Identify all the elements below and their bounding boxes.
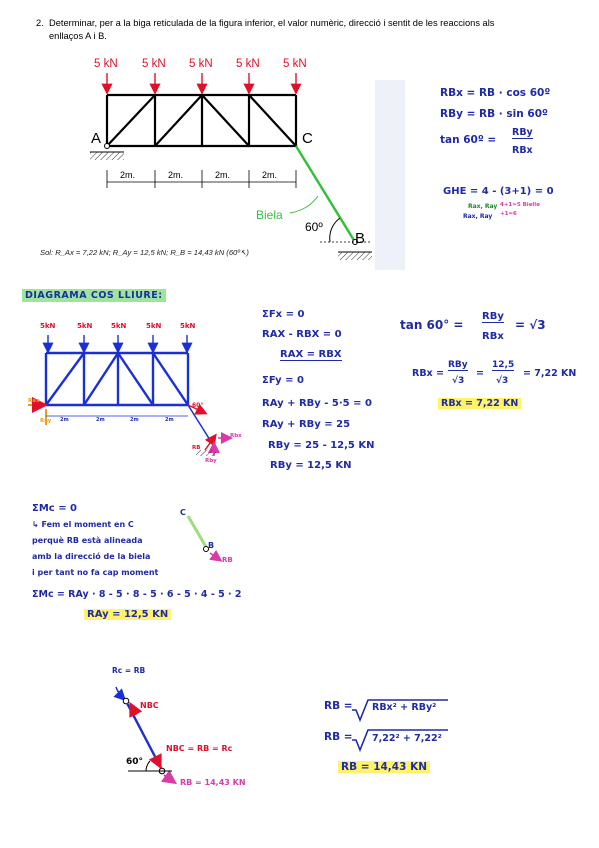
fbd-angle: 60° <box>192 402 204 409</box>
note-rby: RBy = RB · sin 60º <box>440 108 548 120</box>
rb-result: RB = 14,43 KN <box>338 761 430 773</box>
rbx-left: RBx = <box>412 368 444 379</box>
nbc-eq-label: NBC = RB = Rc <box>166 744 233 753</box>
note-ghe-sub2: Rax, Ray <box>463 213 493 220</box>
rod-b-label: B <box>208 541 215 550</box>
load-label: 5 kN <box>236 58 260 70</box>
fbd-load-label: 5kN <box>40 322 56 330</box>
fbd-load-label: 5kN <box>111 322 127 330</box>
load-label: 5 kN <box>142 58 166 70</box>
mc-note-4: i per tant no fa cap moment <box>32 568 159 577</box>
note-ghe-sub1: Rax, Ray <box>468 203 498 210</box>
ray-result: RAy = 12,5 KN <box>84 609 171 620</box>
note-ghe-sub4: +1=6 <box>500 211 517 217</box>
note-ghe: GHE = 4 - (3+1) = 0 <box>443 186 554 197</box>
eq-rby: RBy = 12,5 KN <box>270 460 352 471</box>
note-tan-left: tan 60º = <box>440 134 497 146</box>
eq-fy-sum: RAy + RBy - 5·5 = 0 <box>262 398 372 409</box>
rb-value-label: RB = 14,43 KN <box>180 778 246 787</box>
scan-shade <box>375 80 405 270</box>
fbd-span: 2m <box>130 417 139 423</box>
truss-figure <box>90 73 372 260</box>
mc-note-2: perquè RB està alineada <box>32 536 143 545</box>
span-label: 2m. <box>262 170 278 180</box>
fbd-span: 2m <box>96 417 105 423</box>
nbc-label: NBC <box>140 701 159 710</box>
rod-c-label: C <box>180 508 186 517</box>
load-label: 5 kN <box>189 58 213 70</box>
section2-title: DIAGRAMA COS LLIURE: <box>22 289 166 302</box>
tan-num: RBy <box>482 311 504 322</box>
mc-equation: ΣMc = RAy · 8 - 5 · 8 - 5 · 6 - 5 · 4 - 5 · 2 <box>32 589 242 600</box>
note-ghe-sub3: 4+1=5 Bielle <box>500 202 540 208</box>
mc-note-1: ↳ Fem el moment en C <box>32 520 134 529</box>
eq-rby-sub: RBy = 25 - 12,5 KN <box>268 440 375 451</box>
sum-mc-title: ΣMc = 0 <box>32 503 78 514</box>
problem-text: Determinar, per a la biga reticulada de la figura inferior, el valor numèric, direcció i sentit de les reaccions als enllaços A i B. <box>49 18 495 41</box>
load-label: 5 kN <box>283 58 307 70</box>
rbx-result: RBx = 7,22 KN <box>438 398 521 409</box>
eq-rax-eq: RAX = RBX <box>280 349 342 360</box>
problem-number: 2. <box>36 18 44 28</box>
rb-formula-right: RBx² + RBy² <box>372 702 437 713</box>
span-label: 2m. <box>215 170 231 180</box>
rbx-num2: 12,5 <box>492 360 515 370</box>
rbx-right: = 7,22 KN <box>523 368 577 379</box>
eq-sumfy: ΣFy = 0 <box>262 375 304 386</box>
rbx-den: √3 <box>452 376 465 386</box>
fbd-rb: RB <box>192 445 201 451</box>
rb-values-right: 7,22² + 7,22² <box>372 733 442 744</box>
eq-fy-25: RAy + RBy = 25 <box>262 419 351 430</box>
node-c-label: C <box>302 130 313 147</box>
span-label: 2m. <box>168 170 184 180</box>
nbc-angle: 60° <box>126 757 144 767</box>
eq-rax-rbx: RAX - RBX = 0 <box>262 329 342 340</box>
fbd-rbx: Rbx <box>230 433 242 439</box>
fbd-span: 2m <box>60 417 69 423</box>
rbx-num: RBy <box>448 360 468 370</box>
span-label: 2m. <box>120 170 136 180</box>
angle-label: 60º <box>305 220 323 234</box>
note-tan-den: RBx <box>512 145 533 156</box>
tan-left: tan 60° = <box>400 318 464 332</box>
fbd-load-label: 5kN <box>77 322 93 330</box>
rb-formula-left: RB = <box>324 700 353 712</box>
fbd-load-label: 5kN <box>146 322 162 330</box>
rod-label: Biela <box>256 208 283 222</box>
free-body-truss <box>28 335 230 456</box>
rod-rb-label: RB <box>222 556 233 564</box>
load-label: 5 kN <box>94 58 118 70</box>
rod-sketch <box>188 516 220 560</box>
tan-right: = √3 <box>515 318 546 332</box>
note-rbx: RBx = RB · cos 60º <box>440 87 551 99</box>
node-a-label: A <box>91 130 102 147</box>
fbd-ray: Ray <box>40 418 52 424</box>
rbx-den2: √3 <box>496 376 509 386</box>
fbd-span: 2m <box>165 417 174 423</box>
eq-sumfx: ΣFx = 0 <box>262 309 305 320</box>
fbd-load-label: 5kN <box>180 322 196 330</box>
fbd-rby: Rby <box>205 458 217 464</box>
node-b-label: B <box>355 230 366 247</box>
rb-values-left: RB = <box>324 731 353 743</box>
note-tan-num: RBy <box>512 127 533 138</box>
tan-den: RBx <box>482 331 504 342</box>
rc-rb-label: Rc = RB <box>112 666 146 675</box>
mc-note-3: amb la direcció de la biela <box>32 552 151 561</box>
solution-text: Sol: R_Ax = 7,22 kN; R_Ay = 12,5 kN; R_B = 14,43 kN (60º↖) <box>40 248 249 257</box>
fbd-rax: Rax <box>28 398 40 404</box>
